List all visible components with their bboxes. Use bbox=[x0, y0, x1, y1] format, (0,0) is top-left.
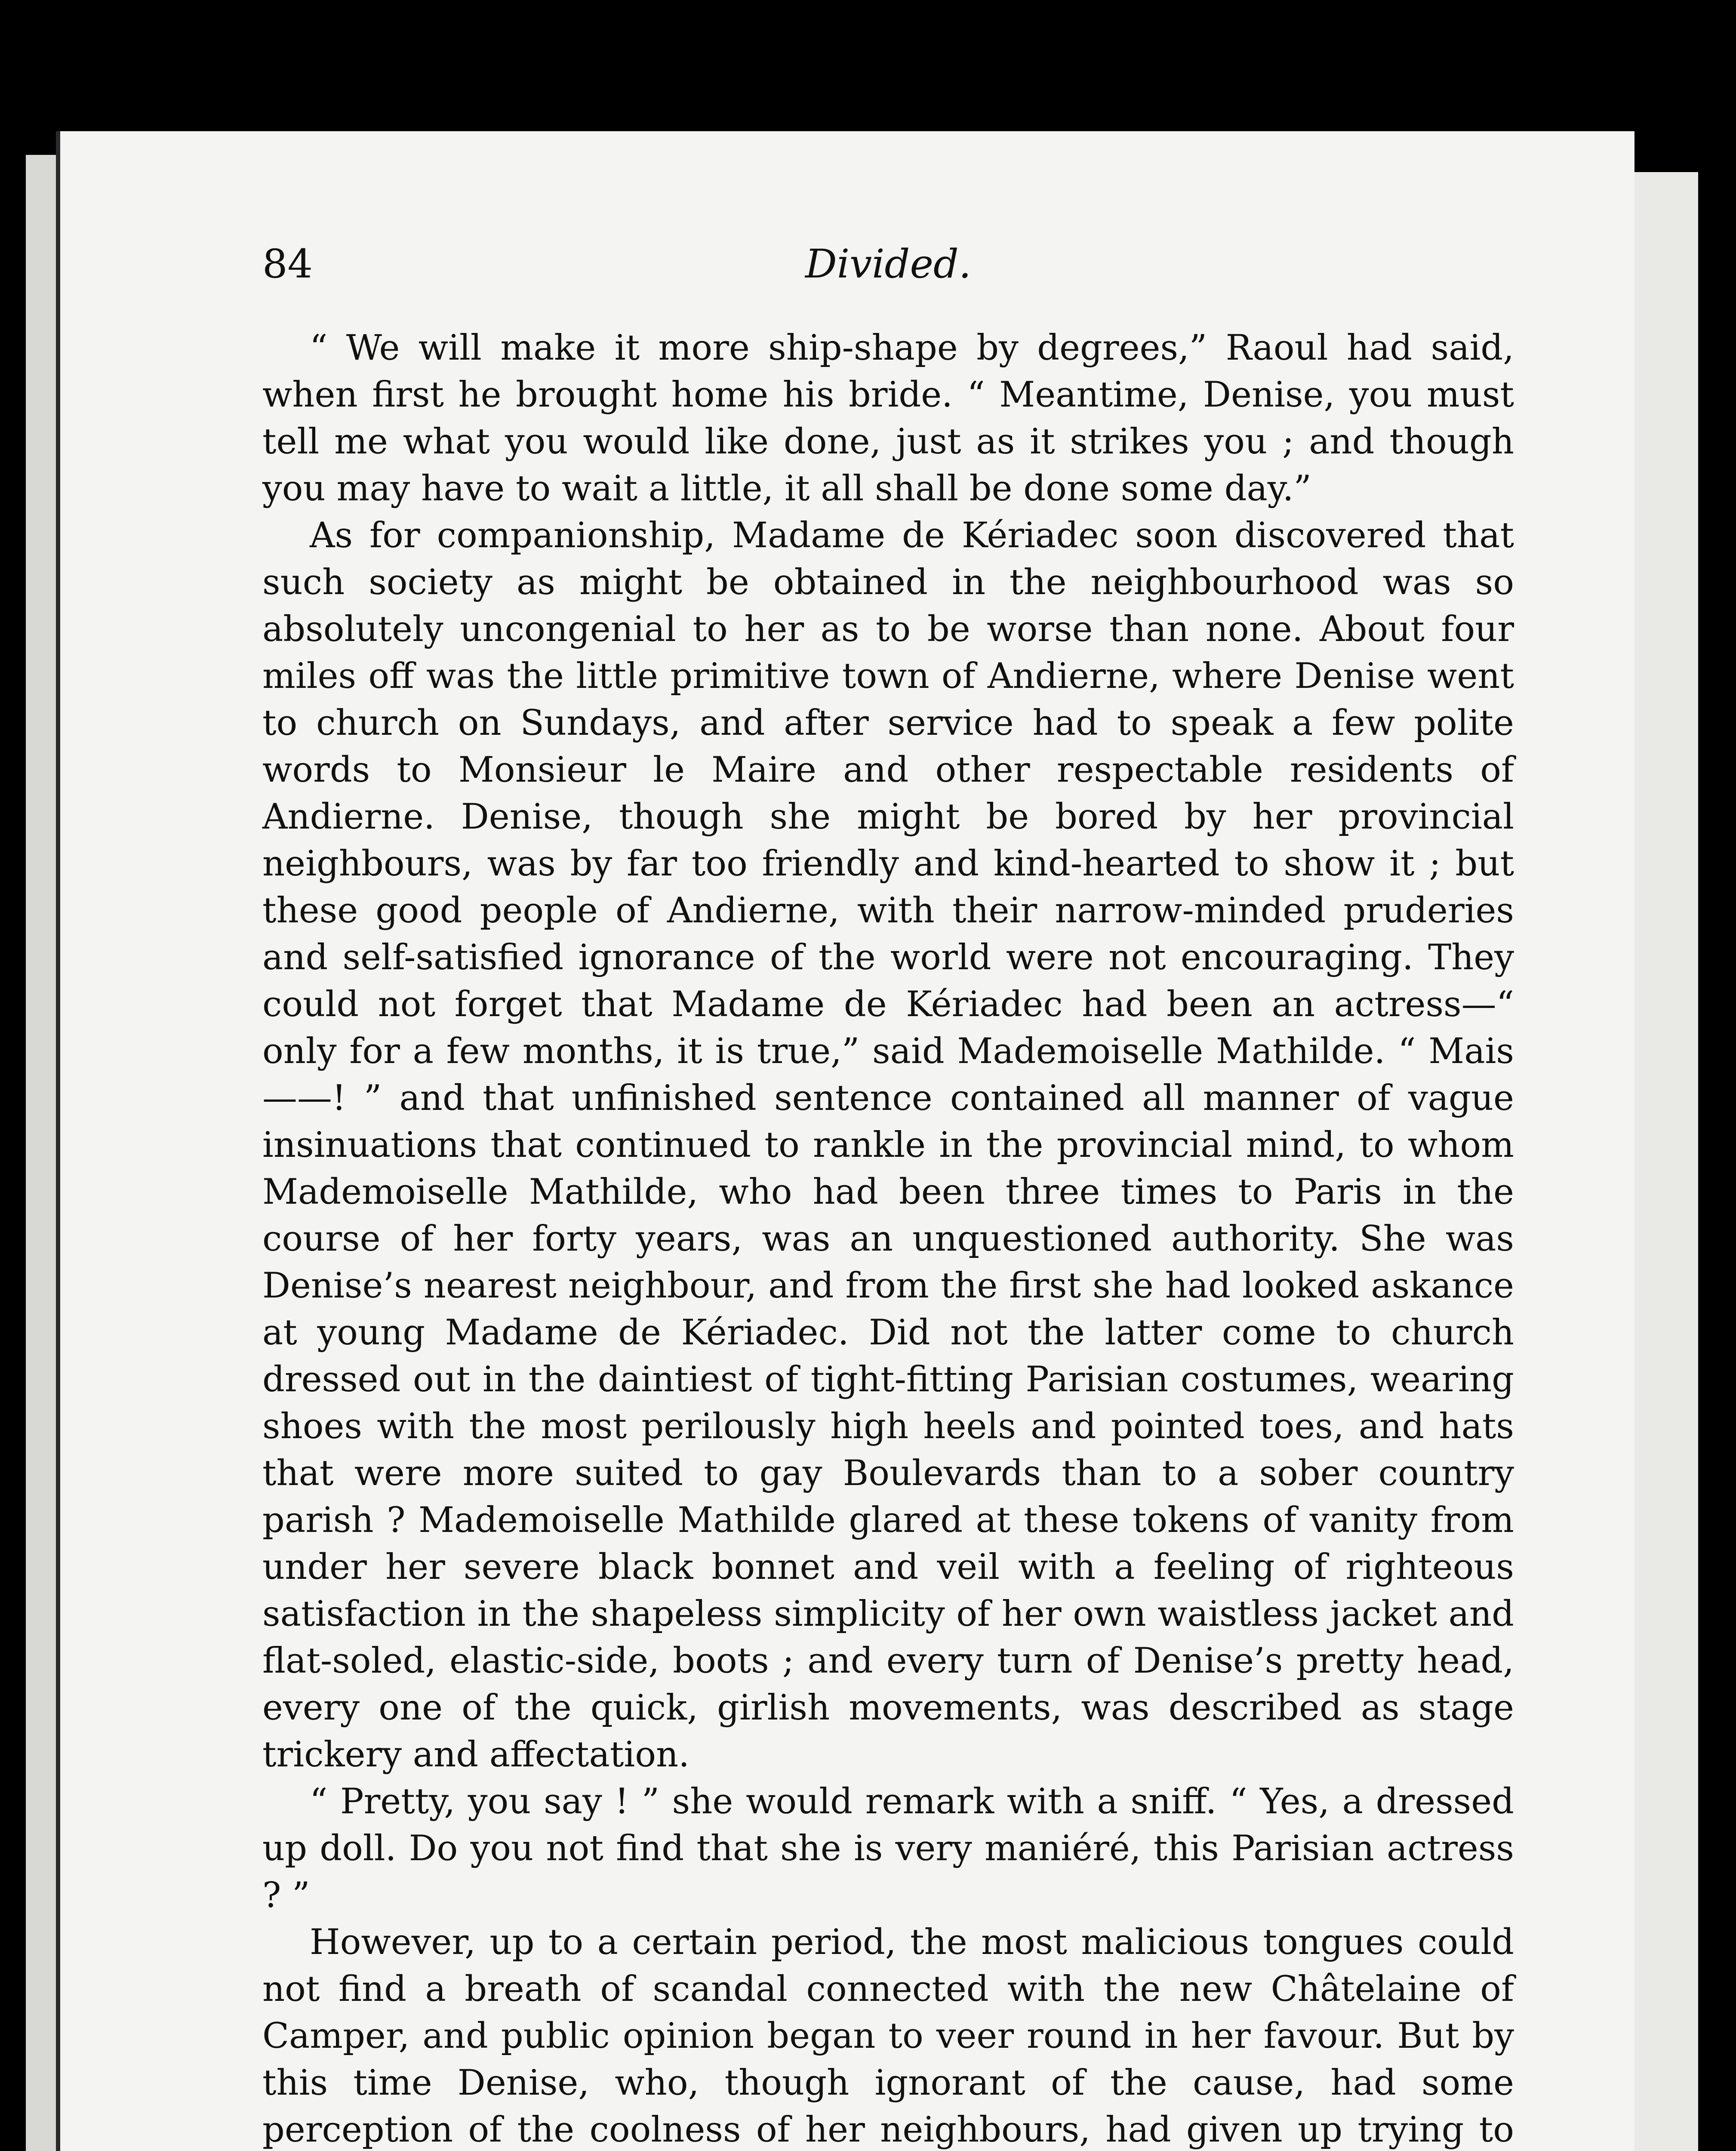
page-number: 84 bbox=[262, 241, 313, 287]
paragraph: As for companionship, Madame de Kériadec soon discovered that such society as might be obtained in the neighbourhood was so absolutely uncongenial to her as to be worse than none. About four miles off was the little primitive town of Andierne, where Denise went to church on Sundays, and after service had to speak a few polite words to Monsieur le Maire and other respectable residents of Andierne. Denise, though she might be bored by her provincial neighbours, was by far too friendly and kind-hearted to show it ; but these good people of Andierne, with their narrow-minded pruderies and self-satisfied ignorance of the world were not encouraging. They could not forget that Madame de Kériadec had been an actress—“ only for a few months, it is true,” said Mademoiselle Mathilde. “ Mais——! ” and that unfinished sentence contained all manner of vague insinuations that continued to rankle in the provincial mind, to whom Mademoiselle Mathilde, who had been three times to Paris in the course of her forty years, was an unquestioned authority. She was Denise’s nearest neighbour, and from the first she had looked askance at young Madame de Kériadec. Did not the latter come to church dressed out in the daintiest of tight-fitting Parisian costumes, wearing shoes with the most perilously high heels and pointed toes, and hats that were more suited to gay Boulevards than to a sober country parish ? Mademoiselle Mathilde glared at these tokens of vanity from under her severe black bonnet and veil with a feeling of righteous satisfaction in the shapeless simplicity of her own waistless jacket and flat-soled, elastic-side, boots ; and every turn of Denise’s pretty head, every one of the quick, girlish movements, was described as stage trickery and affectation. bbox=[262, 515, 1514, 1775]
body-text bbox=[262, 325, 1514, 2151]
paragraph: However, up to a certain period, the most malicious tongues could not find a breath of scandal connected with the new Châtelaine of Camper, and public opinion began to veer round in her favour. But by this time Denise, who, though ignorant of the cause, had some perception of the coolness of her neighbours, had given up trying to bbox=[262, 1922, 1514, 2150]
running-title: Divided. bbox=[805, 241, 972, 287]
running-head bbox=[262, 241, 1514, 293]
left-page-edge bbox=[26, 155, 56, 2151]
paragraph: “ Pretty, you say ! ” she would remark with a sniff. “ Yes, a dressed up doll. Do you not find that she is very maniéré, this Parisian actress ? ” bbox=[262, 1781, 1514, 1916]
right-page-edge bbox=[1630, 172, 1698, 2151]
paragraph: “ We will make it more ship-shape by degrees,” Raoul had said, when first he brought home his bride. “ Meantime, Denise, you must tell me what you would like done, just as it strikes you ; and though you may have to wait a little, it all shall be done some day.” bbox=[262, 328, 1514, 509]
